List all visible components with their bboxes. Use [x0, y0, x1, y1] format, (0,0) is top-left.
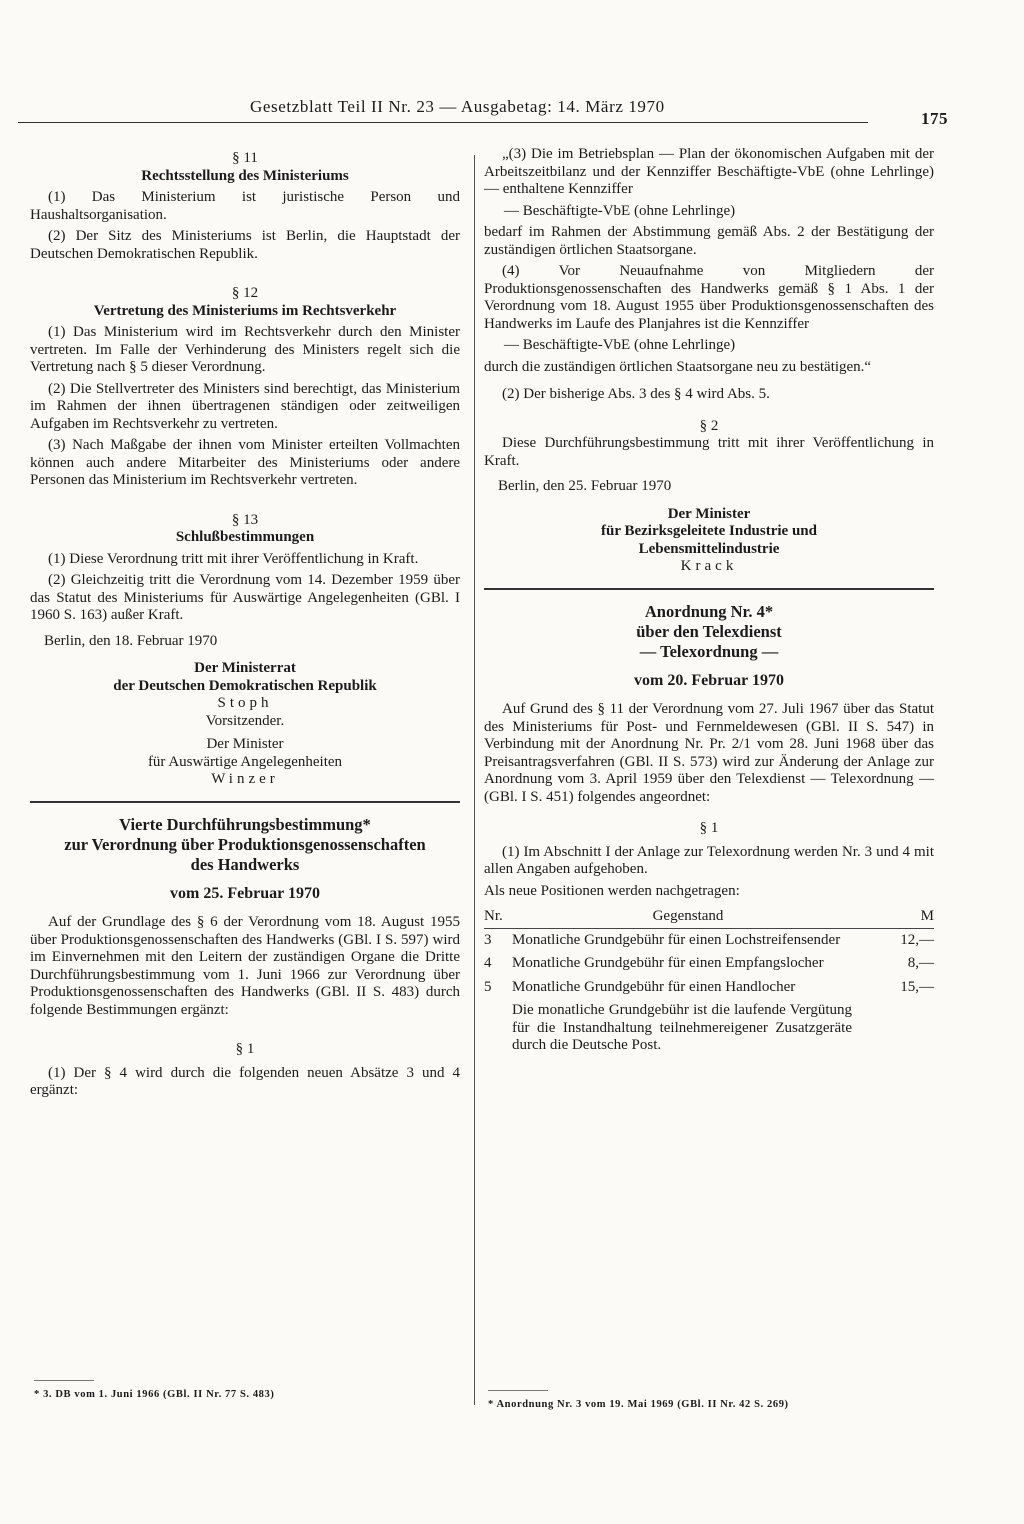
document-title: Anordnung Nr. 4*	[644, 601, 774, 621]
paragraph: (2) Die Stellvertreter des Ministers sind berechtigt, das Ministerium im Rahmen der ihnen übertragenen ständigen oder zeitweiligen Aufgaben im Rechtsverkehr zu vertreten.	[30, 380, 460, 432]
section-number: § 1	[235, 1041, 255, 1057]
document-title: über den Telexdienst	[636, 621, 782, 641]
paragraph: (2) Gleichzeitig tritt die Verordnung vom 14. Dezember 1959 über das Statut des Ministeriums für Auswärtige Angelegenheiten (GBl. I 1960 S. 163) außer Kraft.	[30, 572, 460, 623]
section-title: Rechtsstellung des Ministeriums	[141, 167, 349, 184]
section-rule	[30, 801, 460, 803]
positions-table	[484, 906, 934, 1058]
paragraph: (2) Der Sitz des Ministeriums ist Berlin, die Hauptstadt der Deutschen Demokratischen Republik.	[30, 228, 460, 262]
section-number: § 2	[699, 417, 719, 434]
table-row	[484, 976, 934, 1000]
table-note-row	[484, 999, 934, 1058]
document-title: — Telexordnung —	[639, 641, 779, 661]
page-header	[18, 98, 948, 132]
signatory-role: Der Minister	[667, 505, 751, 522]
left-column	[30, 146, 460, 1104]
row-price: 12,—	[900, 931, 934, 948]
paragraph: Auf Grund des § 11 der Verordnung vom 27. Juli 1967 über das Statut des Ministeriums für Post- und Fernmeldewesen (GBl. II S. 547) in Verbindung mit der Anordnung Nr. Pr. 2/1 vom 28. Juni 1968 über das Preisantragsverfahren (GBl. II S. 573) wird zur Änderung der Anlage zur Anordnung vom 3. April 1959 über den Telexdienst — Telexordnung — (GBl. I S. 451) folgendes angeordnet:	[484, 701, 934, 805]
row-number: 5	[484, 978, 492, 995]
place-date: Berlin, den 18. Februar 1970	[44, 632, 218, 649]
document-title: des Handwerks	[190, 854, 300, 874]
paragraph: (1) Im Abschnitt I der Anlage zur Telexordnung werden Nr. 3 und 4 mit allen Angaben aufgehoben.	[484, 843, 934, 877]
header-rule	[18, 122, 868, 123]
paragraph: (2) Der bisherige Abs. 3 des § 4 wird Abs. 5.	[502, 386, 770, 402]
page-number: 175	[921, 109, 948, 128]
row-price: 8,—	[907, 955, 934, 971]
table-row	[484, 952, 934, 976]
row-number: 4	[484, 955, 492, 971]
paragraph: Auf der Grundlage des § 6 der Verordnung vom 18. August 1955 über Produktionsgenossenschaften des Handwerks (GBl. I S. 597) wird im Einvernehmen mit den Leitern der zuständigen Organe die Dritte Durchführungsbestimmung vom 1. Juni 1966 zur Verordnung über Produktionsgenossenschaften des Handwerks (GBl. II S. 483) durch folgende Bestimmungen ergänzt:	[30, 914, 460, 1018]
paragraph: (1) Das Ministerium ist juristische Person und Haushaltsorganisation.	[30, 189, 460, 223]
paragraph: „(3) Die im Betriebsplan — Plan der ökonomischen Aufgaben mit der Arbeitszeitbilanz und der Kennziffer Beschäftigte-VbE (ohne Lehrlinge) — enthaltene Kennziffer	[484, 146, 934, 197]
paragraph: (4) Vor Neuaufnahme von Mitgliedern der Produktionsgenossenschaften des Handwerks gemäß § 1 Abs. 1 der Verordnung vom 18. August 1955 über Produktionsgenossenschaften des Handwerks im Laufe des Planjahres ist die Kennziffer	[484, 263, 934, 332]
table-header-row	[484, 906, 934, 928]
paragraph: bedarf im Rahmen der Abstimmung gemäß Abs. 2 der Bestätigung der zuständigen örtlichen Staatsorgane.	[484, 224, 934, 258]
footnote: * Anordnung Nr. 3 vom 19. Mai 1969 (GBl. II Nr. 42 S. 269)	[488, 1399, 789, 1410]
column-header: Gegenstand	[512, 906, 864, 928]
row-number: 3	[484, 931, 492, 948]
section-rule	[484, 588, 934, 590]
paragraph: (1) Der § 4 wird durch die folgenden neuen Absätze 3 und 4 ergänzt:	[30, 1064, 460, 1098]
paragraph: (3) Nach Maßgabe der ihnen vom Minister erteilten Vollmachten können auch andere Mitarbeiter des Ministeriums oder andere Personen das Ministerium im Rechtsverkehr vertreten.	[30, 437, 460, 488]
section-title: Vertretung des Ministeriums im Rechtsverkehr	[93, 302, 397, 319]
paragraph: Diese Durchführungsbestimmung tritt mit ihrer Veröffentlichung in Kraft.	[484, 435, 934, 469]
header-title: Gesetzblatt Teil II Nr. 23 — Ausgabetag: 14. März 1970	[250, 97, 665, 116]
section-title: Schlußbestimmungen	[175, 529, 315, 545]
document-title: zur Verordnung über Produktionsgenossenschaften	[64, 834, 426, 854]
right-column	[484, 146, 934, 1058]
document-date: vom 25. Februar 1970	[170, 884, 320, 902]
column-header: M	[864, 906, 934, 928]
column-divider	[474, 155, 475, 1405]
footnote-rule	[488, 1390, 548, 1391]
paragraph: durch die zuständigen örtlichen Staatsorgane neu zu bestätigen.“	[484, 358, 872, 375]
signatory-role: Der Minister	[206, 736, 284, 752]
paragraph: (1) Diese Verordnung tritt mit ihrer Veröffentlichung in Kraft.	[48, 550, 419, 567]
footnote: * 3. DB vom 1. Juni 1966 (GBl. II Nr. 77 S. 483)	[34, 1389, 275, 1400]
section-number: § 12	[231, 285, 259, 301]
table-note: Die monatliche Grundgebühr ist die laufende Vergütung für die Instandhaltung teilnehmereigener Zusatzgeräte durch die Deutsche Post.	[512, 1002, 852, 1053]
signatory-name: Krack	[680, 558, 738, 574]
section-number: § 1	[699, 820, 719, 836]
row-description: Monatliche Grundgebühr für einen Handlocher	[512, 978, 796, 995]
signatory-org: Der Ministerrat	[194, 660, 296, 676]
document-date: vom 20. Februar 1970	[634, 671, 784, 689]
place-date: Berlin, den 25. Februar 1970	[498, 478, 672, 494]
signatory-role: für Auswärtige Angelegenheiten	[147, 753, 343, 770]
signatory-role: für Bezirksgeleitete Industrie und	[601, 523, 817, 539]
section-number: § 13	[231, 511, 259, 528]
table-row	[484, 928, 934, 952]
row-description: Monatliche Grundgebühr für einen Empfangslocher	[512, 955, 824, 971]
section-number: § 11	[232, 150, 258, 166]
paragraph: Als neue Positionen werden nachgetragen:	[484, 882, 740, 899]
paragraph: (1) Das Ministerium wird im Rechtsverkehr durch den Minister vertreten. Im Falle der Verhinderung des Ministers regelt sich die Vertretung nach § 5 dieser Verordnung.	[30, 324, 460, 375]
document-title: Vierte Durchführungsbestimmung*	[119, 814, 371, 834]
row-description: Monatliche Grundgebühr für einen Lochstreifensender	[512, 931, 841, 948]
signatory-name: Winzer	[211, 771, 279, 787]
signatory-org: der Deutschen Demokratischen Republik	[113, 677, 377, 694]
indicator-line: — Beschäftigte-VbE (ohne Lehrlinge)	[504, 202, 736, 219]
signatory-role: Vorsitzender.	[205, 712, 285, 729]
signatory-name: Stoph	[217, 695, 273, 711]
indicator-line: — Beschäftigte-VbE (ohne Lehrlinge)	[504, 337, 736, 353]
column-header: Nr.	[484, 906, 512, 928]
footnote-rule	[34, 1380, 94, 1381]
signatory-role: Lebensmittelindustrie	[638, 540, 780, 557]
row-price: 15,—	[900, 978, 934, 995]
